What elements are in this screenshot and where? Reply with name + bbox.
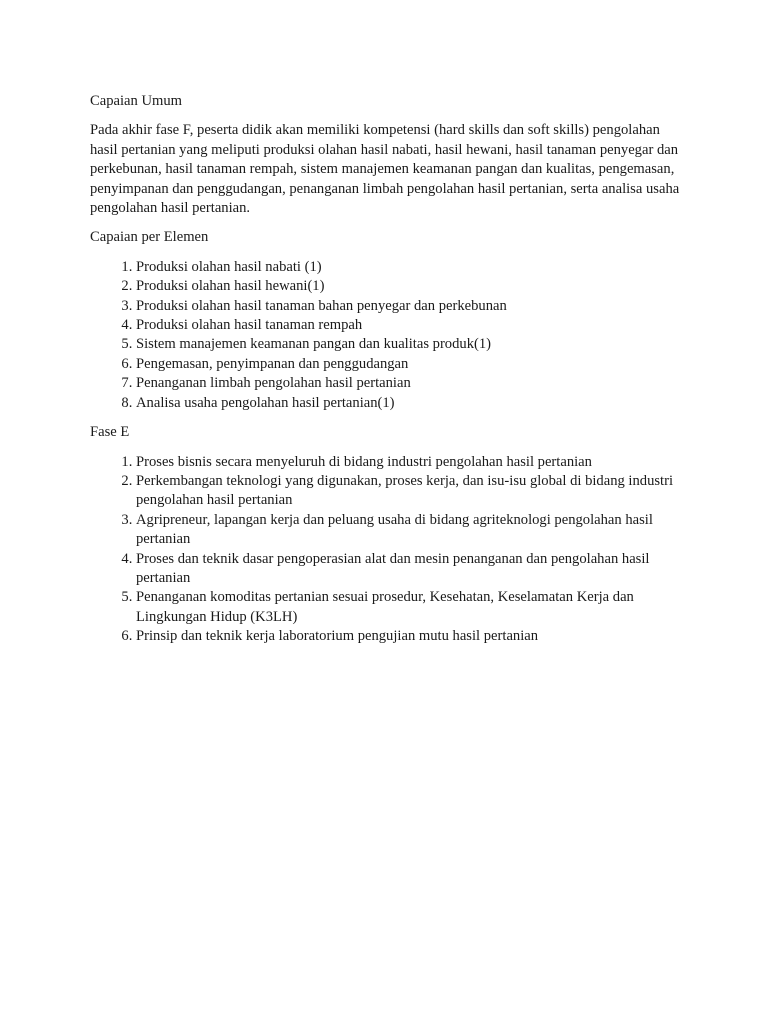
list-item: 2. Perkembangan teknologi yang digunakan, proses kerja, dan isu-isu global di bidang industri pengolahan hasil pertanian <box>136 472 680 511</box>
list-item: 7. Penanganan limbah pengolahan hasil pertanian <box>136 374 680 393</box>
capaian-per-elemen-heading: Capaian per Elemen <box>90 229 209 246</box>
capaian-per-elemen-list <box>90 258 680 413</box>
list-item: 2. Produksi olahan hasil hewani(1) <box>136 277 680 296</box>
capaian-umum-paragraph: Pada akhir fase F, peserta didik akan memiliki kompetensi (hard skills dan soft skills) pengolahan hasil pertanian yang meliputi produksi olahan hasil nabati, hasil hewani, hasil tanaman penyegar dan perkebunan, hasil tanaman rempah, sistem manajemen keamanan pangan dan kualitas, pengemasan, penyimpanan dan penggudangan, penanganan limbah pengolahan hasil pertanian, serta analisa usaha pengolahan hasil pertanian. <box>90 122 680 217</box>
fase-e-list <box>90 453 680 647</box>
list-item: 5. Sistem manajemen keamanan pangan dan kualitas produk(1) <box>136 335 680 354</box>
list-item: 5. Penanganan komoditas pertanian sesuai prosedur, Kesehatan, Keselamatan Kerja dan Lingkungan Hidup (K3LH) <box>136 588 680 627</box>
list-item: 3. Produksi olahan hasil tanaman bahan penyegar dan perkebunan <box>136 297 680 316</box>
list-item: 8. Analisa usaha pengolahan hasil pertanian(1) <box>136 394 680 413</box>
document-page <box>90 92 680 657</box>
list-item: 4. Produksi olahan hasil tanaman rempah <box>136 316 680 335</box>
list-item: 4. Proses dan teknik dasar pengoperasian alat dan mesin penanganan dan pengolahan hasil pertanian <box>136 550 680 589</box>
list-item: 3. Agripreneur, lapangan kerja dan peluang usaha di bidang agriteknologi pengolahan hasil pertanian <box>136 511 680 550</box>
fase-e-heading: Fase E <box>90 424 130 441</box>
list-item: 6. Pengemasan, penyimpanan dan penggudangan <box>136 355 680 374</box>
capaian-umum-heading: Capaian Umum <box>90 93 183 109</box>
list-item: 1. Proses bisnis secara menyeluruh di bidang industri pengolahan hasil pertanian <box>136 453 680 472</box>
list-item: 6. Prinsip dan teknik kerja laboratorium pengujian mutu hasil pertanian <box>136 627 680 646</box>
list-item: 1. Produksi olahan hasil nabati (1) <box>136 258 680 277</box>
